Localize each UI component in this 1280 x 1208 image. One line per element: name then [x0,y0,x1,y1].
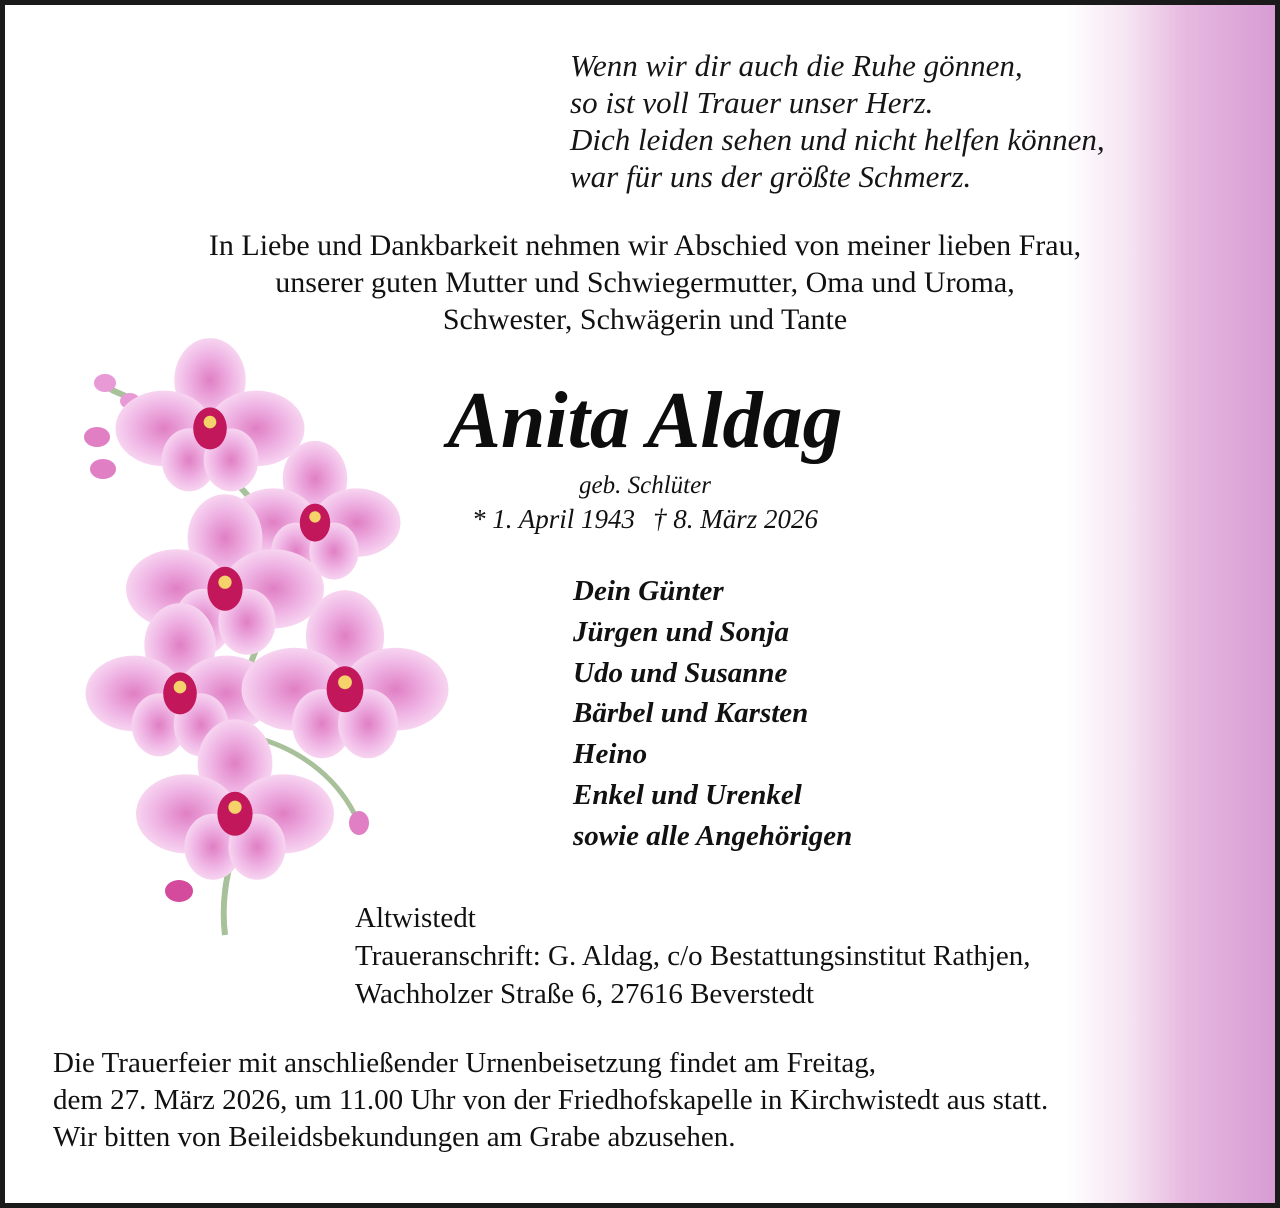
ceremony-line: dem 27. März 2026, um 11.00 Uhr von der Friedhofskapelle in Kirchwistedt aus statt. [53,1084,1049,1116]
death-date: † 8. März 2026 [653,504,819,534]
birth-date: * 1. April 1943 [471,504,635,534]
poem-line: Wenn wir dir auch die Ruhe gönnen, [570,48,1023,83]
family-line: Udo und Susanne [573,656,788,689]
family-line: Jürgen und Sonja [573,615,789,648]
intro-line: Schwester, Schwägerin und Tante [442,303,848,336]
family-line: Heino [573,738,648,771]
family-line: Bärbel und Karsten [573,697,809,730]
family-signature [573,571,1073,857]
poem-line: war für uns der größte Schmerz. [570,159,972,194]
family-line: Dein Günter [573,575,724,607]
ceremony-line: Die Trauerfeier mit anschließender Urnenbeisetzung findet am Freitag, [53,1047,877,1079]
poem-line: Dich leiden sehen und nicht helfen können, [570,122,1105,157]
mourning-address [355,899,1155,1013]
deceased-name: Anita Aldag [447,377,843,465]
address-line: Wachholzer Straße 6, 27616 Beverstedt [355,978,815,1010]
address-line: Altwistedt [355,902,476,934]
life-dates [305,503,985,535]
poem [570,47,1250,195]
intro-line: In Liebe und Dankbarkeit nehmen wir Abschied von meiner lieben Frau, [208,229,1082,262]
maiden-name: geb. Schlüter [579,472,711,499]
intro-line: unserer guten Mutter und Schwiegermutter, Oma und Uroma, [275,266,1015,299]
ceremony-line: Wir bitten von Beileidsbekundungen am Grabe abzusehen. [53,1121,736,1153]
family-line: sowie alle Angehörigen [573,819,853,852]
family-line: Enkel und Urenkel [573,778,802,811]
farewell-intro [5,227,1280,338]
poem-line: so ist voll Trauer unser Herz. [570,85,934,120]
ceremony-info [53,1045,1233,1156]
address-line: Traueranschrift: G. Aldag, c/o Bestattungsinstitut Rathjen, [355,940,1031,972]
